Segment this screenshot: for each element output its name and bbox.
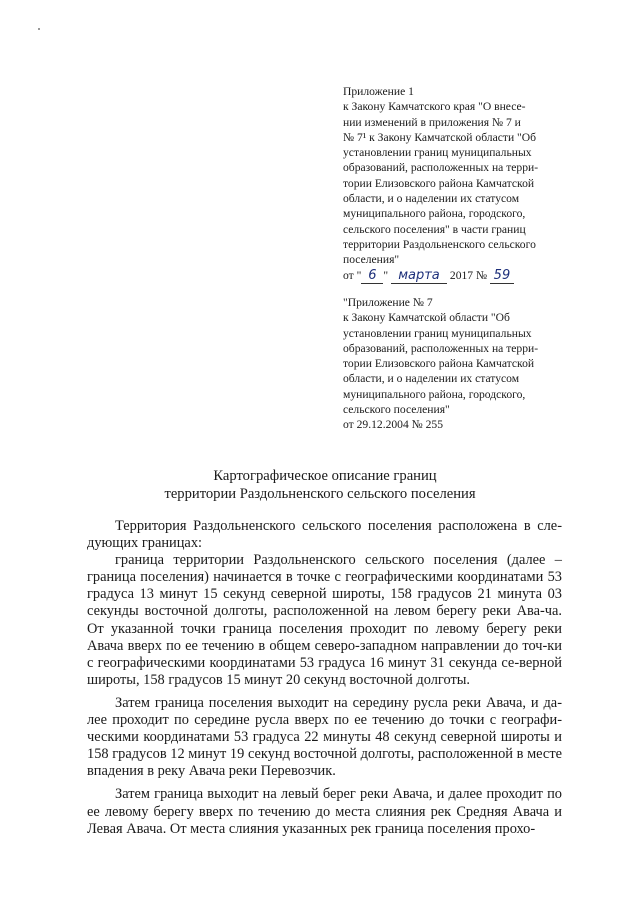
appendix-1-line: установлении границ муниципальных bbox=[343, 146, 532, 160]
paragraph: граница территории Раздольненского сельского поселения (далее – граница поселения) начинается в точке с географическими координатами 53 градуса 13 минут 15 секунд северной широты, 158 градусов 21 минута 03 секунды восточной долготы, расположенной на левом берегу реки Ава-ча. От указанной точки граница поселения проходит по левому берегу реки Авача вверх по ее течению в общем северо-западном направлении до точ-ки с географическими координатами 53 градуса 16 минут 31 секунда се-верной широты, 158 градусов 15 минут 20 секунд восточной долготы. bbox=[87, 552, 562, 688]
document-title bbox=[0, 468, 640, 503]
appendix-1-line: поселения" bbox=[343, 253, 400, 267]
appendix-7-heading: "Приложение № 7 bbox=[343, 296, 433, 309]
appendix-7-line: к Закону Камчатской области "Об bbox=[343, 311, 510, 325]
appendix-7-line: муниципального района, городского, bbox=[343, 387, 526, 401]
appendix-1-line: тории Елизовского района Камчатской bbox=[343, 176, 535, 190]
paragraph: Затем граница поселения выходит на середину русла реки Авача, и да-лее проходит по середине русла вверх по ее течению до точки с географи-ческими координатами 53 градуса 22 минуты 48 секунд северной широты и 158 градусов 12 минут 19 секунд восточной долготы, расположенной в месте впадения в реку Авача реки Перевозчик. bbox=[87, 694, 562, 780]
appendix-7-header bbox=[343, 295, 560, 433]
title-line-2: территории Раздольненского сельского поселения bbox=[164, 485, 476, 502]
paragraph: Затем граница выходит на левый берег реки Авача, и далее проходит по ее левому берегу вверх по течению до места слияния рек Средняя Авача и Левая Авача. От места слияния указанных рек граница поселения прохо- bbox=[87, 786, 562, 837]
appendix-1-line: области, и о наделении их статусом bbox=[343, 192, 520, 206]
appendix-1-line: к Закону Камчатского края "О внесе- bbox=[343, 100, 526, 114]
title-line-1: Картографическое описание границ bbox=[213, 468, 437, 484]
handwritten-month: марта bbox=[391, 269, 447, 284]
date-year: 2017 № bbox=[449, 268, 488, 282]
appendix-1-line: нии изменений в приложения № 7 и bbox=[343, 115, 521, 129]
date-prefix: от " bbox=[343, 268, 362, 282]
adoption-date-line bbox=[343, 268, 560, 284]
handwritten-day: 6 bbox=[361, 269, 383, 284]
appendix-1-heading: Приложение 1 bbox=[343, 85, 414, 98]
appendix-1-line: сельского поселения" в части границ bbox=[343, 222, 526, 236]
appendix-1-line: муниципального района, городского, bbox=[343, 207, 526, 221]
appendix-1-line: территории Раздольненского сельского bbox=[343, 237, 536, 251]
appendix-7-line: сельского поселения" bbox=[343, 403, 450, 417]
handwritten-number: 59 bbox=[490, 269, 514, 284]
appendix-1-line: № 7¹ к Закону Камчатской области "Об bbox=[343, 130, 537, 144]
date-quote: " bbox=[383, 268, 389, 282]
appendix-7-line: установлении границ муниципальных bbox=[343, 326, 532, 340]
appendix-7-line: образований, расположенных на терри- bbox=[343, 341, 539, 355]
appendix-1-line: образований, расположенных на терри- bbox=[343, 161, 539, 175]
boundary-description bbox=[87, 518, 562, 838]
paragraph: Территория Раздольненского сельского поселения расположена в сле-дующих границах: bbox=[87, 518, 562, 552]
scan-speck bbox=[38, 28, 40, 30]
appendix-7-line: тории Елизовского района Камчатской bbox=[343, 357, 535, 371]
appendix-7-line: от 29.12.2004 № 255 bbox=[343, 418, 444, 432]
appendix-1-header bbox=[343, 84, 560, 284]
appendix-7-line: области, и о наделении их статусом bbox=[343, 372, 520, 386]
